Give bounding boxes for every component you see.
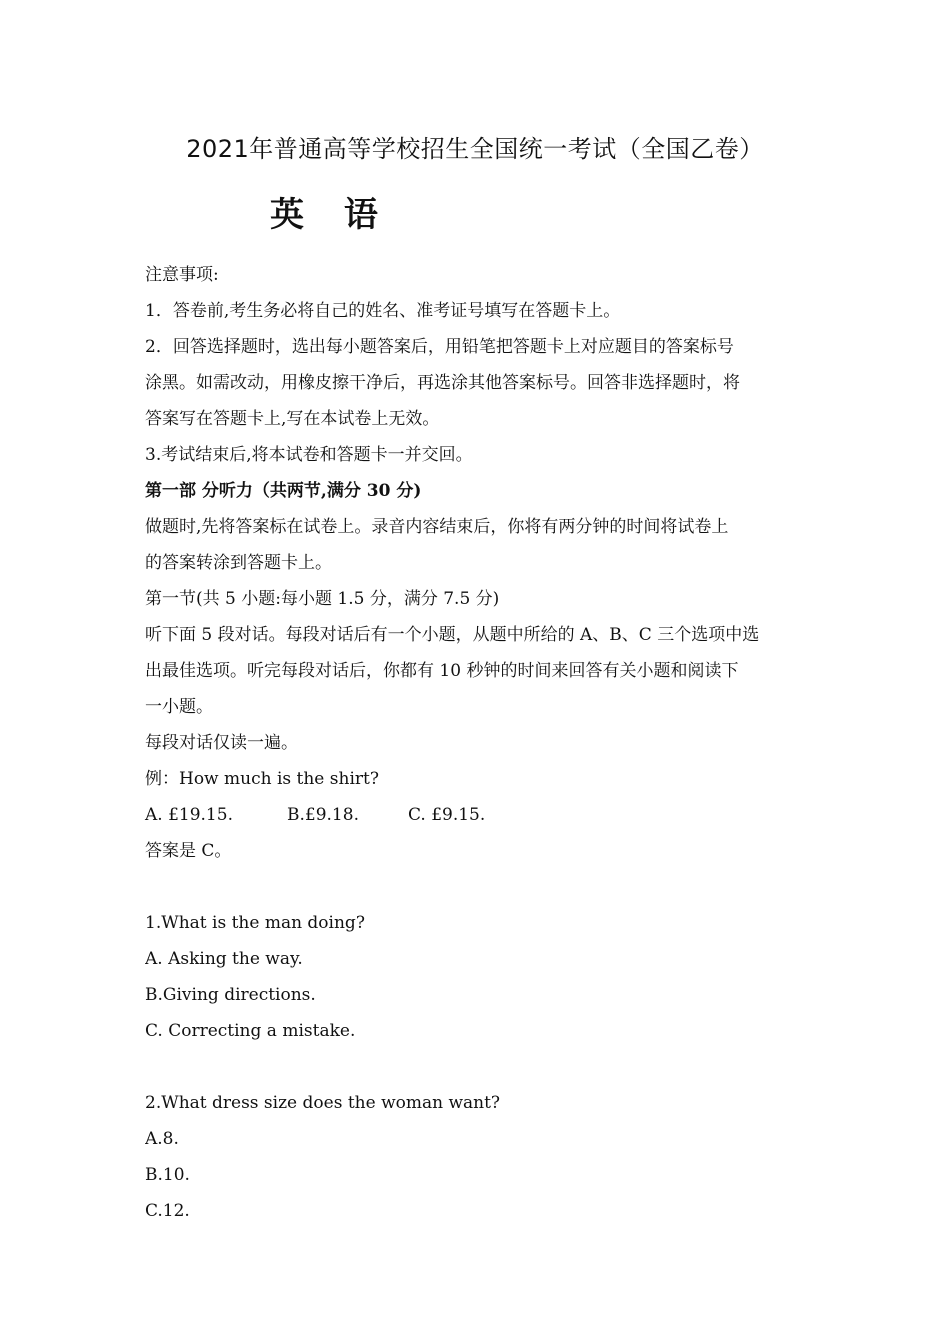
exam-title: 2021年普通高等学校招生全国统一考试（全国乙卷） (186, 135, 764, 163)
section1-instruction-line-3: 一小题。 (145, 697, 213, 717)
notice-item-1: 1．答卷前,考生务必将自己的姓名、准考证号填写在答题卡上。 (145, 301, 621, 321)
spacer (145, 1049, 810, 1085)
example-answer: 答案是 C。 (145, 841, 232, 861)
part1-heading: 第一部 分听力（共两节,满分 30 分) (145, 481, 422, 501)
question-1: 1.What is the man doing? (145, 913, 365, 933)
question-1-option-a: A. Asking the way. (145, 949, 303, 969)
example-option-b: B.£9.18. (287, 805, 359, 825)
example-question: 例：How much is the shirt? (145, 769, 379, 789)
notice-item-3: 3.考试结束后,将本试卷和答题卡一并交回。 (145, 445, 473, 465)
section1-heading: 第一节(共 5 小题:每小题 1.5 分，满分 7.5 分) (145, 589, 500, 609)
question-2-option-b: B.10. (145, 1165, 190, 1185)
question-2: 2.What dress size does the woman want? (145, 1093, 501, 1113)
example-option-c: C. £9.15. (408, 805, 486, 825)
question-1-option-b: B.Giving directions. (145, 985, 316, 1005)
example-options (145, 797, 810, 833)
subject-title: 英 语 (270, 195, 392, 235)
question-2-option-a: A.8. (145, 1129, 179, 1149)
read-once-note: 每段对话仅读一遍。 (145, 733, 298, 753)
notice-item-2-line-2: 涂黑。如需改动，用橡皮擦干净后，再选涂其他答案标号。回答非选择题时，将 (145, 373, 740, 393)
notice-item-2-line-3: 答案写在答题卡上,写在本试卷上无效。 (145, 409, 440, 429)
notice-heading: 注意事项: (145, 265, 219, 285)
section1-instruction-line-2: 出最佳选项。听完每段对话后，你都有 10 秒钟的时间来回答有关小题和阅读下 (145, 661, 739, 681)
exam-body (145, 257, 810, 1229)
spacer (145, 869, 810, 905)
part1-instruction-line-1: 做题时,先将答案标在试卷上。录音内容结束后，你将有两分钟的时间将试卷上 (145, 517, 729, 537)
part1-instruction-line-2: 的答案转涂到答题卡上。 (145, 553, 332, 573)
notice-item-2-line-1: 2．回答选择题时，选出每小题答案后，用铅笔把答题卡上对应题目的答案标号 (145, 337, 734, 357)
section1-instruction-line-1: 听下面 5 段对话。每段对话后有一个小题，从题中所给的 A、B、C 三个选项中选 (145, 625, 760, 645)
question-1-option-c: C. Correcting a mistake. (145, 1021, 356, 1041)
question-2-option-c: C.12. (145, 1201, 190, 1221)
example-option-a: A. £19.15. (145, 805, 233, 825)
